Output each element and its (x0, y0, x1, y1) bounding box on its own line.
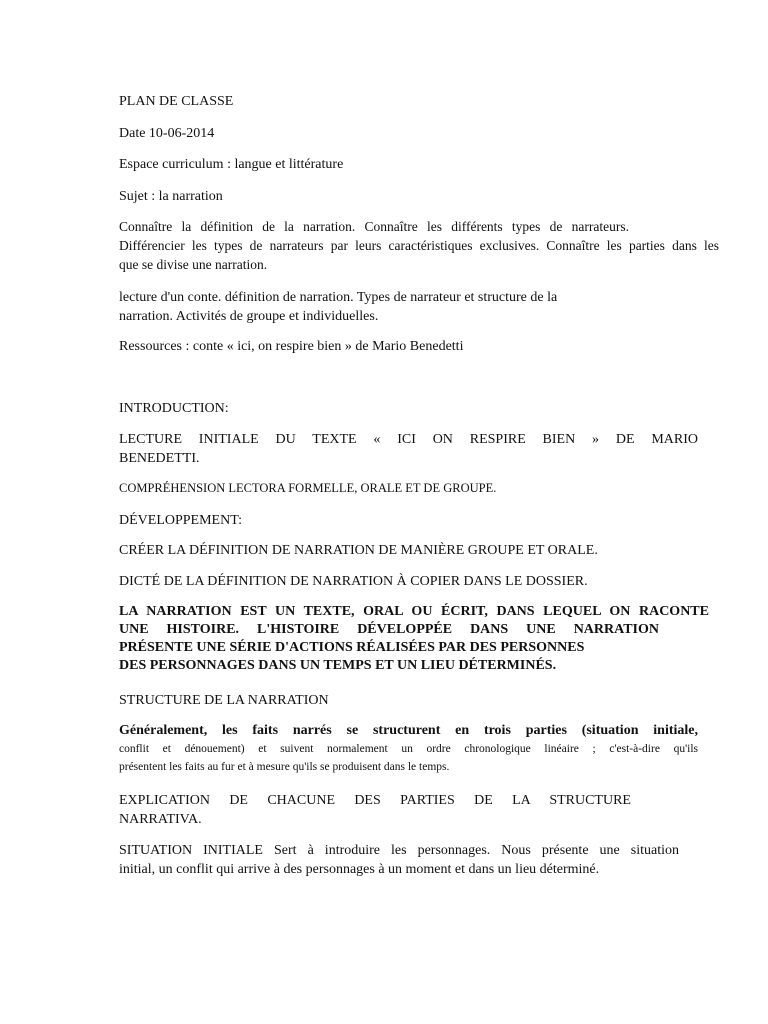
objectifs-line-1: Connaître la définition de la narration. Connaître les différents types de narrateurs. (119, 219, 629, 234)
lecture-initiale-line-1: LECTURE INITIALE DU TEXTE « ICI ON RESPIRE BIEN » DE MARIO (119, 432, 698, 447)
heading-introduction: INTRODUCTION: (119, 401, 229, 416)
generalement-line-1: Généralement, les faits narrés se structurent en trois parties (situation initiale, (119, 723, 698, 738)
contenus-paragraph (119, 288, 619, 326)
heading-developpement: DÉVELOPPEMENT: (119, 513, 242, 528)
contenus-line-2: narration. Activités de groupe et individuelles. (119, 309, 379, 324)
doc-title: PLAN DE CLASSE (119, 94, 234, 109)
contenus-line-1: lecture d'un conte. définition de narration. Types de narrateur et structure de la (119, 290, 558, 305)
doc-ressources: Ressources : conte « ici, on respire bien » de Mario Benedetti (119, 339, 464, 354)
situation-initiale-line-1: SITUATION INITIALE Sert à introduire les personnages. Nous présente une situation (119, 843, 679, 858)
situation-initiale-line-2: initial, un conflit qui arrive à des personnages à un moment et dans un lieu déterminé. (119, 862, 600, 877)
doc-espace-curriculum: Espace curriculum : langue et littérature (119, 157, 344, 172)
doc-sujet: Sujet : la narration (119, 189, 223, 204)
doc-dicte-definition: DICTÉ DE LA DÉFINITION DE NARRATION À COPIER DANS LE DOSSIER. (119, 574, 588, 589)
explication-line-1: EXPLICATION DE CHACUNE DES PARTIES DE LA STRUCTURE (119, 793, 631, 808)
definition-line-3: PRÉSENTE UNE SÉRIE D'ACTIONS RÉALISÉES PAR DES PERSONNES (119, 640, 585, 655)
explication-line-2: NARRATIVA. (119, 812, 202, 827)
lecture-initiale-paragraph (119, 430, 698, 468)
generalement-line-2: conflit et dénouement) et suivent normalement un ordre chronologique linéaire ; c'est-à-dire qu'ils (119, 743, 698, 755)
objectifs-line-2: Différencier les types de narrateurs par leurs caractéristiques exclusives. Connaître les parties dans les (119, 238, 719, 253)
objectifs-paragraph (119, 217, 719, 274)
generalement-paragraph (119, 722, 698, 776)
generalement-line-3: présentent les faits au fur et à mesure qu'ils se produisent dans le temps. (119, 761, 450, 773)
heading-structure: STRUCTURE DE LA NARRATION (119, 693, 329, 708)
definition-line-2: UNE HISTOIRE. L'HISTOIRE DÉVELOPPÉE DANS UNE NARRATION (119, 622, 659, 637)
definition-line-1: LA NARRATION EST UN TEXTE, ORAL OU ÉCRIT, DANS LEQUEL ON RACONTE (119, 604, 709, 619)
situation-initiale-paragraph (119, 841, 679, 879)
lecture-initiale-line-2: BENEDETTI. (119, 451, 200, 466)
definition-paragraph (119, 603, 709, 675)
explication-paragraph (119, 791, 631, 829)
objectifs-line-3: que se divise une narration. (119, 257, 268, 272)
doc-date: Date 10-06-2014 (119, 126, 215, 141)
doc-creer-definition: CRÉER LA DÉFINITION DE NARRATION DE MANIÈRE GROUPE ET ORALE. (119, 543, 598, 558)
definition-line-4: DES PERSONNAGES DANS UN TEMPS ET UN LIEU DÉTERMINÉS. (119, 658, 557, 673)
doc-comprehension: COMPRÉHENSION LECTORA FORMELLE, ORALE ET DE GROUPE. (119, 481, 497, 495)
